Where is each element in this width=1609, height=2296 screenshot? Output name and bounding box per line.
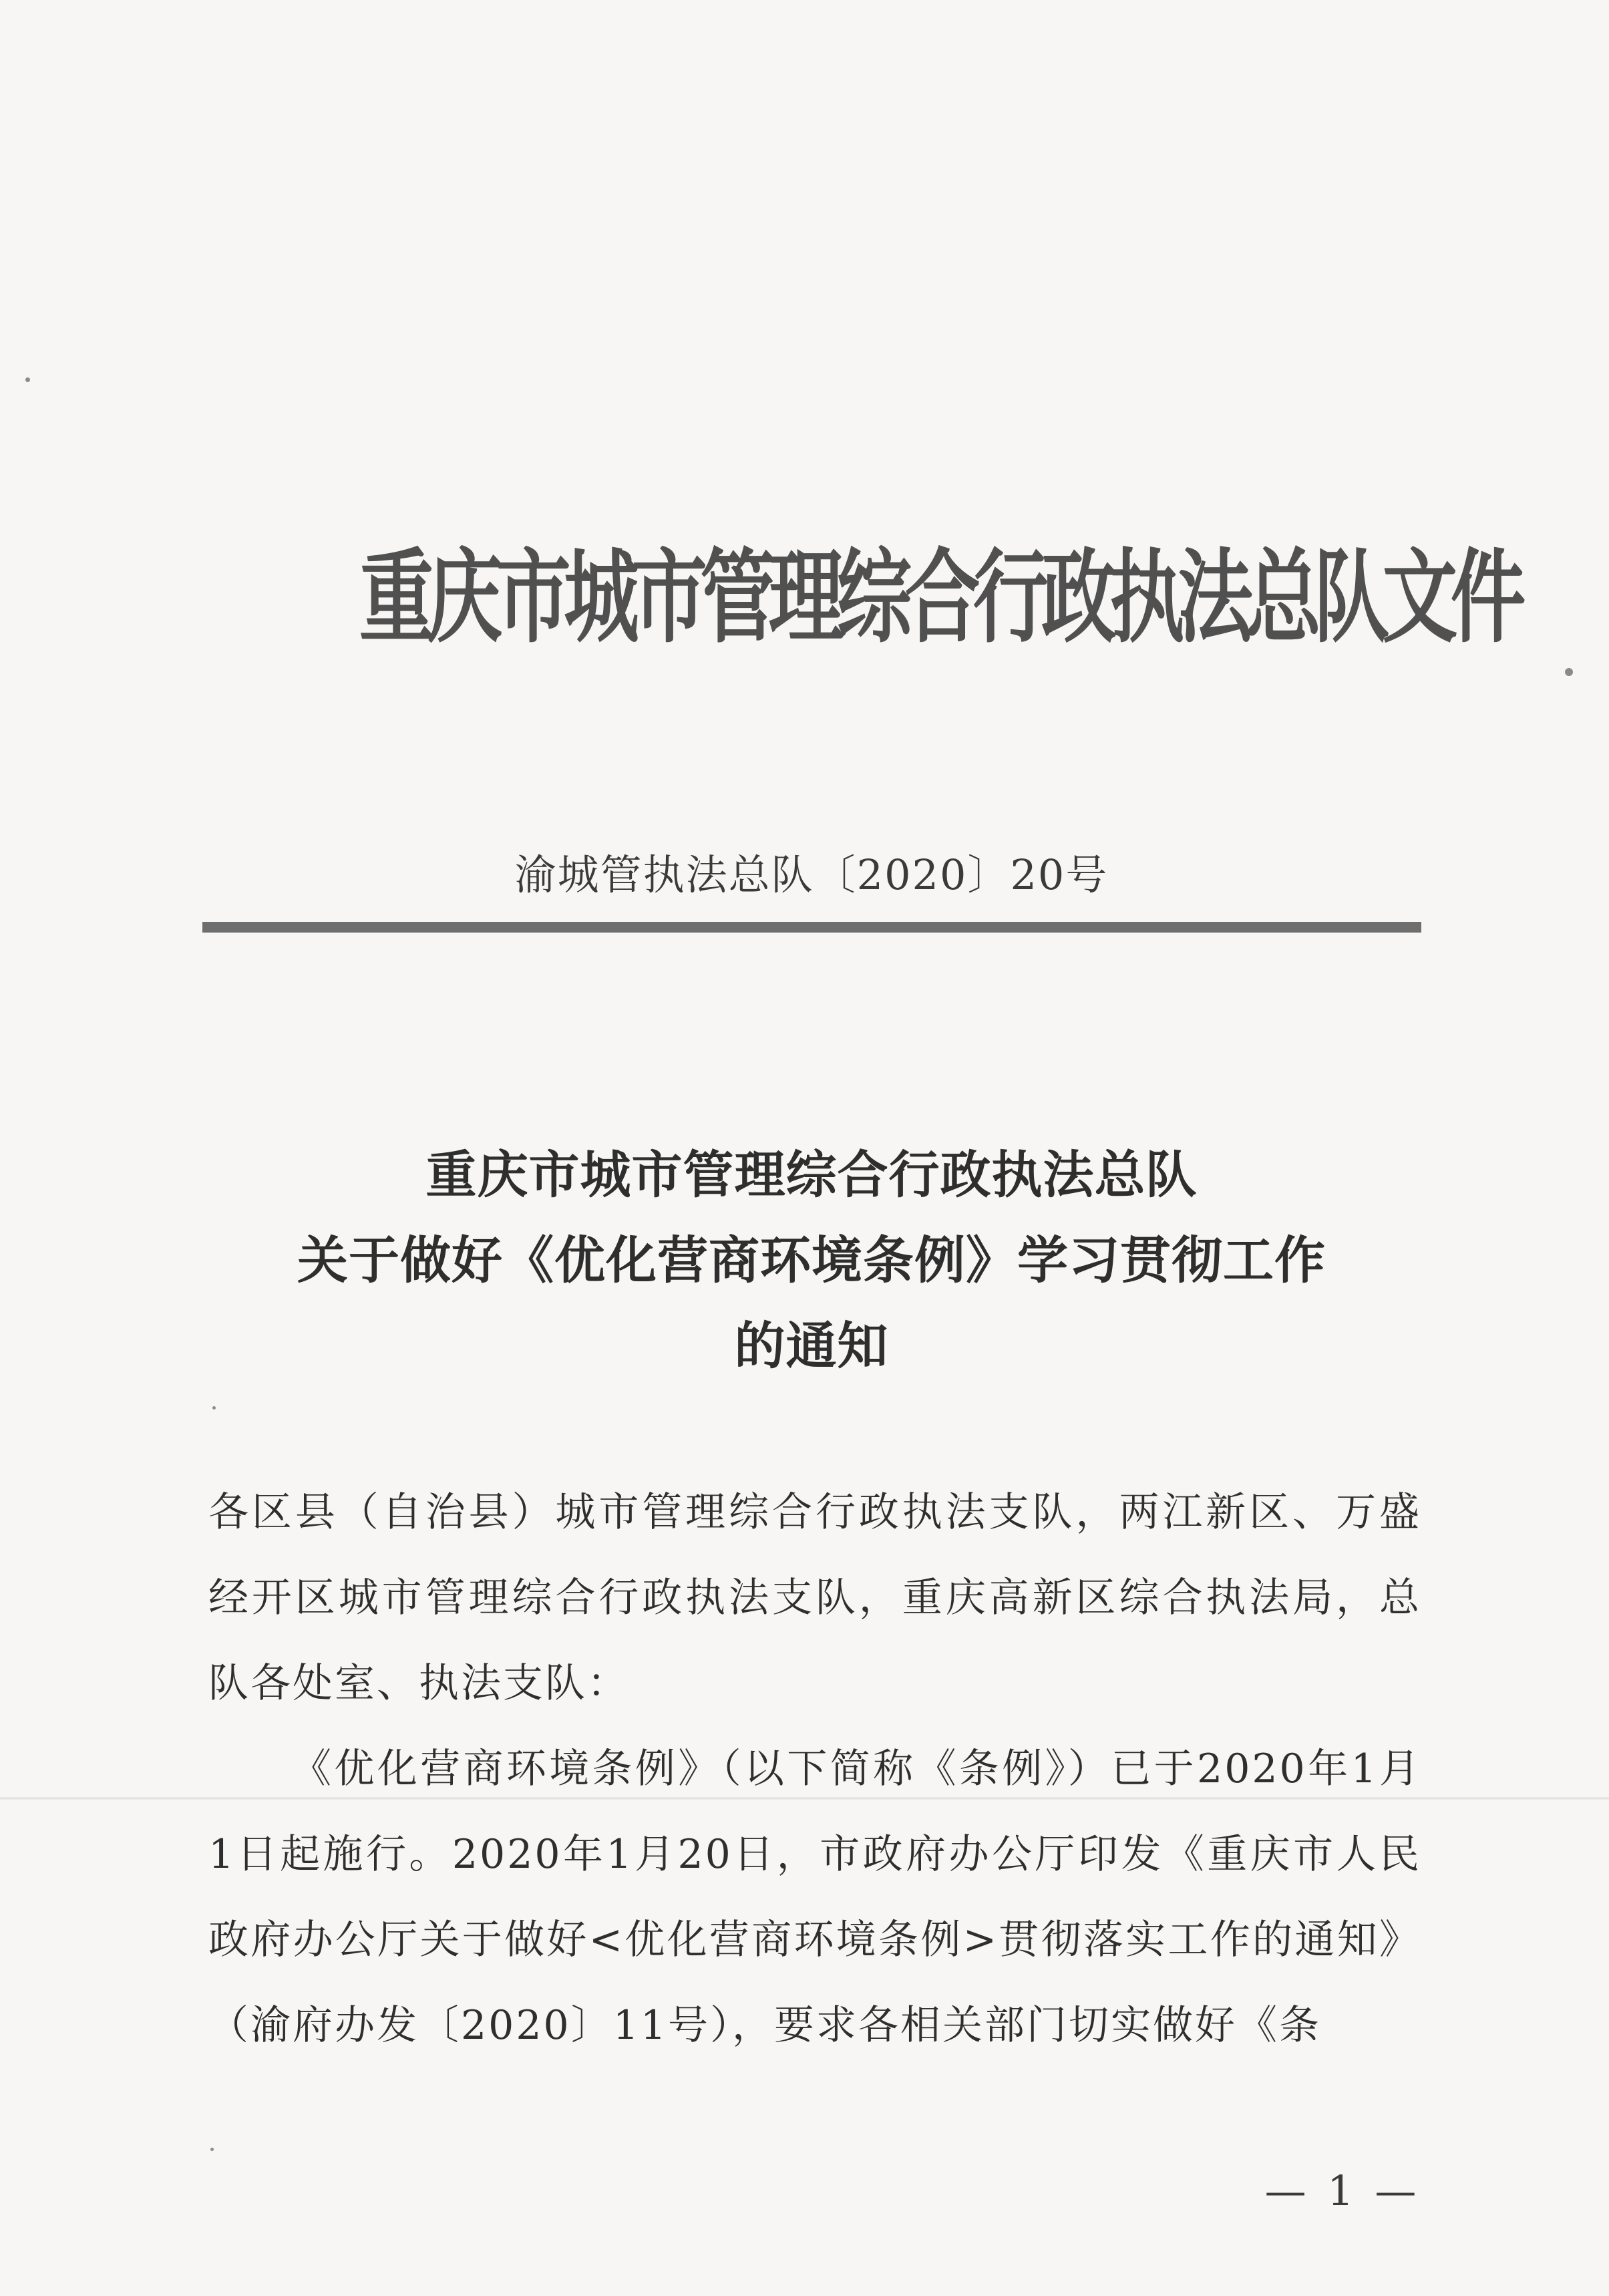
title-line-3: 的通知 [734, 1316, 889, 1375]
addressee-paragraph: 各区县（自治县）城市管理综合行政执法支队，两江新区、万盛经开区城市管理综合行政执法支队，重庆高新区综合执法局，总队各处室、执法支队： [208, 1489, 1421, 1707]
document-number: 渝城管执法总队〔2020〕20号 [514, 850, 1109, 899]
scan-speck [25, 377, 30, 382]
title-line-1: 重庆市城市管理综合行政执法总队 [425, 1145, 1198, 1204]
body-paragraph-1: 《优化营商环境条例》（以下简称《条例》）已于2020年1月1日起施行。2020年1月20日，市政府办公厅印发《重庆市人民政府办公厅关于做好<优化营商环境条例>贯彻落实工作的通知》（渝府办发〔2020〕11号），要求各相关部门切实做好《条 [208, 1746, 1421, 2049]
masthead-divider-rule [202, 922, 1421, 933]
document-title [200, 1132, 1423, 1389]
title-line-2: 关于做好《优化营商环境条例》学习贯彻工作 [297, 1231, 1326, 1290]
scan-speck [210, 2148, 214, 2151]
document-body [208, 1470, 1421, 2068]
scan-speck [212, 1406, 216, 1410]
scan-fold-line [0, 1797, 1609, 1800]
page-number: — 1 — [1264, 2166, 1421, 2215]
scan-speck [1565, 668, 1573, 676]
document-masthead: 重庆市城市管理综合行政执法总队文件 [359, 538, 1519, 657]
